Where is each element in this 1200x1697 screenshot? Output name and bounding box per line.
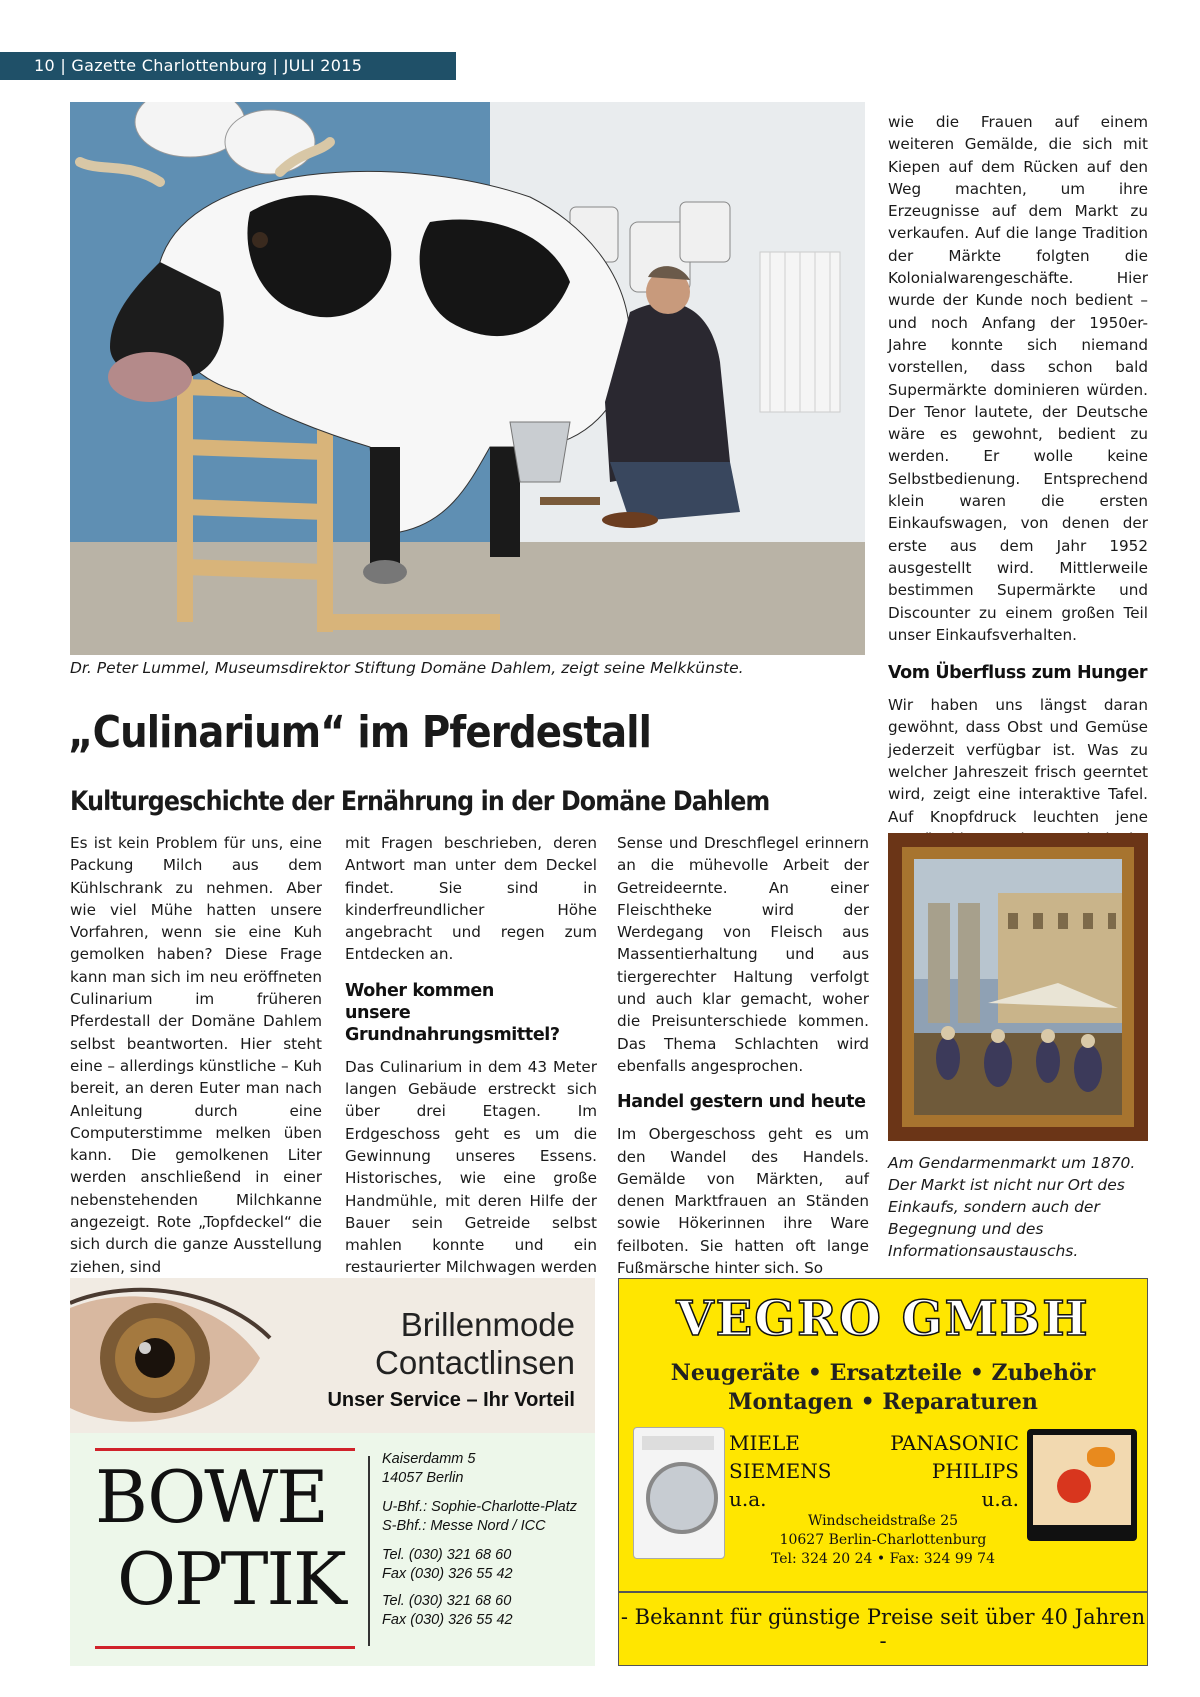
- painting-caption: Am Gendarmenmarkt um 1870. Der Markt ist nicht nur Ort des Einkaufs, sondern auch der Begegnung und des Informationsaustauschs.: [888, 1154, 1136, 1260]
- article-column-4: [888, 111, 1148, 873]
- phone-1: Tel. (030) 321 68 60: [382, 1547, 512, 1563]
- column-2-text-a: mit Fragen beschrieben, deren Antwort man unter dem Deckel findet. Sie sind in kinderfreundlicher Höhe angebracht und regen zum Entdecken an.: [345, 834, 597, 964]
- vegro-services: [619, 1359, 1147, 1417]
- heading-grundnahrungsmittel: Woher kommen unsere Grundnahrungsmittel?: [345, 980, 560, 1045]
- heading-ueberfluss: Vom Überfluss zum Hunger: [888, 663, 1148, 684]
- services-line-1: Neugeräte • Ersatzteile • Zubehör: [670, 1360, 1096, 1386]
- painting-illustration: [888, 833, 1148, 1141]
- logo-line-1: BOWE: [95, 1455, 327, 1539]
- article-title: „Culinarium“ im Pferdestall: [68, 707, 651, 758]
- brand-siemens: SIEMENS: [729, 1459, 832, 1483]
- brand-list: [729, 1429, 1019, 1513]
- vegro-tagline: - Bekannt für günstige Preise seit über 40 Jahren -: [620, 1605, 1146, 1653]
- cow-milking-photo: [70, 102, 865, 655]
- phone-2: Tel. (030) 321 68 60: [382, 1593, 512, 1609]
- column-3-text-b: Im Obergeschoss geht es um den Wandel des Handels. Gemälde von Märkten, auf denen Marktfrauen an Ständen sowie Hökerinnen ihre Ware feilboten. Sie hatten oft lange Fußmärsche hinter sich. So: [617, 1125, 869, 1278]
- bowe-optik-ad: [70, 1278, 595, 1666]
- headline-line-2: Contactlinsen: [375, 1344, 575, 1381]
- vegro-name: VEGRO GMBH: [676, 1291, 1090, 1347]
- page-header: 10 | Gazette Charlottenburg | JULI 2015: [0, 52, 456, 80]
- article-subtitle: Kulturgeschichte der Ernährung in der Domäne Dahlem: [70, 786, 770, 817]
- bowe-contact: [382, 1450, 577, 1630]
- services-line-2: Montagen • Reparaturen: [728, 1389, 1038, 1415]
- article-column-2: [345, 832, 597, 1301]
- heading-handel: Handel gestern und heute: [617, 1092, 866, 1113]
- gendarmenmarkt-painting: [888, 833, 1148, 1141]
- transit-line-2: S-Bhf.: Messe Nord / ICC: [382, 1518, 546, 1534]
- vegro-city: 10627 Berlin-Charlottenburg: [779, 1532, 987, 1548]
- photo-caption: Dr. Peter Lummel, Museumsdirektor Stiftung Domäne Dahlem, zeigt seine Melkkünste.: [70, 659, 744, 677]
- vegro-street: Windscheidstraße 25: [807, 1513, 959, 1529]
- brand-philips: PHILIPS: [931, 1459, 1019, 1483]
- fax-1: Fax (030) 326 55 42: [382, 1566, 513, 1582]
- column-4-text-b: Wir haben uns längst daran gewöhnt, dass Obst und Gemüse jederzeit verfügbar ist. Was zu welcher Jahreszeit frisch geerntet wird, zeigt eine interaktive Tafel. Auf Knopfdruck leuchten jene: [888, 696, 1148, 826]
- column-2-text-b: Das Culinarium in dem 43 Meter langen Gebäude erstreckt sich über drei Etagen. Im Erdgeschoss geht es um die Gewinnung unseres Essens. Historisches, wie eine große Handmühle, mit deren Hilfe der Bauer sein Getreide selbst mahlen konnte und ein restaurierter Milchwagen werden: [345, 1057, 597, 1277]
- ad-slogan: Unser Service – Ihr Vorteil: [327, 1389, 575, 1411]
- article-column-3: [617, 832, 869, 1279]
- article-column-1: Es ist kein Problem für uns, eine Packung Milch aus dem Kühlschrank zu nehmen. Aber wie viel Mühe hatten unsere Vorfahren, wenn sie eine Kuh gemolken haben? Diese Frage kann man sich im neu eröffneten Culinarium im früheren Pferdestall der Domäne Dahlem selbst beantworten. Hier steht eine – allerdings künstliche – Kuh bereit, an deren Euter man nach Anleitung durch eine Computerstimme melken üben kann. Die gemolkenen Liter werden anschließend in einer nebenstehenden Milchkanne angezeigt. Rote „Topfdeckel“ die sich durch die ganze Ausstellung ziehen, sind: [70, 834, 322, 1276]
- column-3-text-a: Sense und Dreschflegel erinnern an die mühevolle Arbeit der Getreideernte. An einer Fleischtheke wird der Werdegang von Fleisch aus Massentierhaltung und aus tiergerechter Haltung verfolgt und auch klar gemacht, woher die Preisunterschiede kommen. Das Thema Schlachten wird ebenfalls angesprochen.: [617, 834, 869, 1075]
- logo-line-2: OPTIK: [117, 1537, 345, 1621]
- headline-line-1: Brillenmode: [400, 1306, 575, 1343]
- ad-headline: [270, 1306, 575, 1382]
- vegro-address: [619, 1512, 1147, 1569]
- address-line-2: 14057 Berlin: [382, 1470, 464, 1486]
- column-4-text-a: wie die Frauen auf einem weiteren Gemälde, die sich mit Kiepen auf dem Rücken auf den Weg machten, um ihre Erzeugnisse auf dem Markt zu verkaufen. Auf die lange Tradition der Märkte folgten die Kolonialwarengeschäfte. Hier wurde der Kunde noch bedient – und noch Anfang der 1950er-Jahre konnte sich niemand vorstellen, dass schon bald Supermärkte dominieren würden. Der Tenor lautete, der Deutsche wäre es gewohnt, bedient zu werden. Er wolle keine Selbstbedienung. Entsprechend klein waren die ersten Einkaufswagen, von denen der erste aus dem Jahr 1952 ausgestellt wird. Mittlerweile bestimmen Supermärkte und Discounter zu einem großen Teil unser Einkaufsverhalten.: [888, 113, 1148, 644]
- logo-rule-bottom: [95, 1646, 355, 1649]
- photo-illustration: [70, 102, 865, 655]
- brand-panasonic: PANASONIC: [890, 1431, 1019, 1455]
- brand-ua-right: u.a.: [981, 1487, 1019, 1511]
- ad-divider: [368, 1456, 370, 1646]
- vegro-phone: Tel: 324 20 24 • Fax: 324 99 74: [770, 1551, 995, 1567]
- fax-2: Fax (030) 326 55 42: [382, 1612, 513, 1628]
- vegro-gmbh-ad: [618, 1278, 1148, 1666]
- vegro-footer-rule: [619, 1591, 1147, 1593]
- brand-miele: MIELE: [729, 1431, 800, 1455]
- address-line-1: Kaiserdamm 5: [382, 1451, 476, 1467]
- logo-rule-top: [95, 1448, 355, 1451]
- bowe-logo: [95, 1456, 345, 1620]
- brand-ua-left: u.a.: [729, 1487, 767, 1511]
- transit-line-1: U-Bhf.: Sophie-Charlotte-Platz: [382, 1499, 578, 1515]
